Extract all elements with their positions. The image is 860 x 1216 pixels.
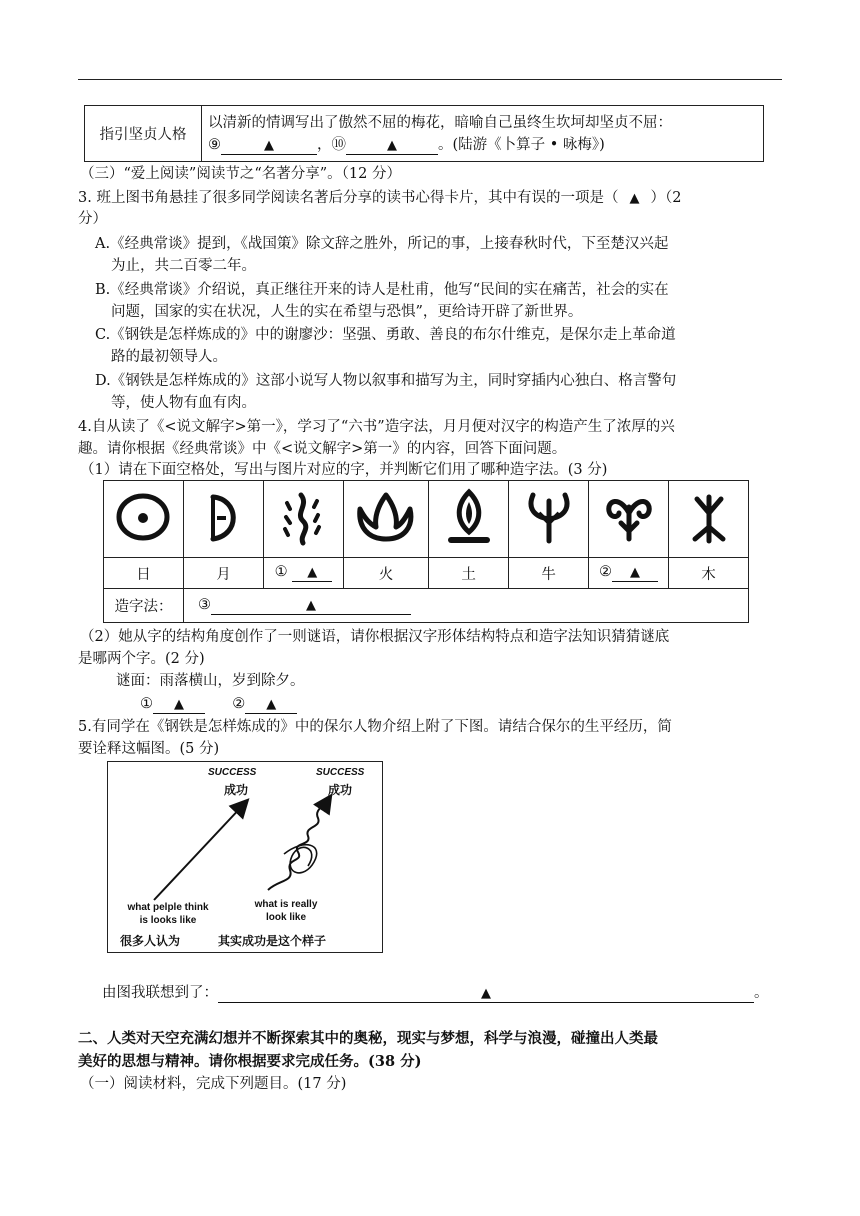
q4-stem-cont: 趣。请你根据《经典常谈》中《<说文解字>第一》的内容，回答下面问题。: [78, 441, 567, 457]
q3-option-c: C.《钢铁是怎样炼成的》中的谢廖沙：坚强、勇敢、善良的布尔什维克，是保尔走上革命道: [95, 327, 676, 343]
glyph-tu-icon: [439, 486, 499, 548]
q3-option-a-cont: 为止，共二百零二年。: [111, 258, 256, 274]
section-3-title: （三）“爱上阅读”阅读节之“名著分享”。（12 分）: [80, 166, 401, 182]
char-huo: 火: [343, 558, 428, 589]
success-label-left: SUCCESS: [208, 767, 257, 778]
char-tu: 土: [429, 558, 509, 589]
glyph-shui: [263, 481, 343, 558]
part2-title-cont: 美好的思想与精神。请你根据要求完成任务。(38 分): [78, 1053, 422, 1070]
riddle-answer-1[interactable]: ▲: [153, 696, 205, 714]
blank-10[interactable]: ▲: [346, 137, 438, 155]
caption-left-cn: 很多人认为: [120, 934, 181, 948]
char-blank-2[interactable]: ② ▲: [589, 558, 669, 589]
q4-stem: 4.自从读了《<说文解字>第一》，学习了“六书”造字法，月月便对汉字的构造产生了浓厚的兴: [78, 419, 675, 435]
glyph-yang: [589, 481, 669, 558]
header-rule: [78, 79, 782, 80]
glyph-yue: [183, 481, 263, 558]
glyph-shui-icon: [273, 487, 333, 547]
glyph-ri-icon: [113, 487, 173, 547]
glyph-huo: [343, 481, 428, 558]
blank-9-number: ⑨: [208, 136, 221, 153]
blank-10-number: ⑩: [331, 136, 346, 153]
q4-sub2: （2）她从字的结构角度创作了一则谜语，请你根据汉字形体结构特点和造字法知识猜猜谜底: [80, 629, 670, 645]
glyph-huo-icon: [354, 487, 418, 547]
glyph-ri: [104, 481, 184, 558]
q3-answer-blank[interactable]: ▲: [629, 191, 640, 206]
glyph-tu: [429, 481, 509, 558]
q3-option-d-cont: 等，使人物有血有肉。: [111, 395, 256, 411]
q3-option-d: D.《钢铁是怎样炼成的》这部小说写人物以叙事和描写为主，同时穿插内心独白、格言警句: [95, 373, 677, 389]
q4-sub1: （1）请在下面空格处，写出与图片对应的字，并判断它们用了哪种造字法。(3 分): [80, 462, 608, 478]
table-label: 指引坚贞人格: [85, 106, 202, 162]
glyph-yang-icon: [599, 487, 659, 547]
oracle-char-table: [103, 480, 749, 623]
char-blank-1[interactable]: ① ▲: [263, 558, 343, 589]
char-niu: 牛: [509, 558, 589, 589]
q4-sub2-cont: 是哪两个字。(2 分): [78, 651, 205, 667]
glyph-yue-icon: [193, 487, 253, 547]
char-mu: 木: [669, 558, 749, 589]
method-answer[interactable]: ③ ▲: [183, 589, 748, 623]
caption-left-en: what pelple think is looks like: [127, 902, 209, 926]
glyph-niu: [509, 481, 589, 558]
caption-right-cn: 其实成功是这个样子: [218, 934, 327, 948]
glyph-mu: [669, 481, 749, 558]
q5-stem-cont: 要诠释这幅图。(5 分): [78, 741, 220, 757]
riddle-answer-2[interactable]: ▲: [245, 696, 297, 714]
q3-stem: 3. 班上图书角悬挂了很多同学阅读名著后分享的读书心得卡片，其中有误的一项是（ ▲ ）（2: [78, 190, 682, 206]
success-cn-left: 成功: [224, 783, 249, 797]
table-line2: [208, 134, 757, 156]
poem-source: 。(陆游《卜算子 • 咏梅》): [438, 136, 605, 153]
q5-stem: 5.有同学在《钢铁是怎样炼成的》中的保尔人物介绍上附了下图。请结合保尔的生平经历，简: [78, 719, 672, 735]
table-content: [202, 106, 764, 162]
success-figure: [107, 761, 383, 953]
q3-option-b-cont: 问题，国家的实在状况，人生的实在希望与恐惧”，更给诗开辟了新世界。: [111, 304, 583, 320]
q3-option-c-cont: 路的最初领导人。: [111, 349, 227, 365]
blank-9[interactable]: ▲: [221, 137, 317, 155]
q5-answer-line: 由图我联想到了： ▲ 。: [102, 985, 769, 1001]
caption-right-en: what is really look like: [254, 899, 318, 923]
glyph-mu-icon: [679, 487, 739, 547]
part2-sub1: （一）阅读材料，完成下列题目。(17 分): [80, 1076, 347, 1092]
part2-title: 二、人类对天空充满幻想并不断探索其中的奥秘，现实与梦想，科学与浪漫，碰撞出人类最: [78, 1030, 658, 1047]
riddle-answers: ① ▲ ② ▲: [140, 694, 297, 714]
glyph-niu-icon: [519, 487, 579, 547]
poem-table: [84, 105, 764, 162]
success-label-right: SUCCESS: [316, 767, 365, 778]
method-label: 造字法：: [104, 589, 184, 623]
comma: ，: [317, 136, 332, 153]
q3-option-b: B.《经典常谈》介绍说，真正继往开来的诗人是杜甫，他写“民间的实在痛苦，社会的实在: [95, 282, 669, 298]
table-line1: 以清新的情调写出了傲然不屈的梅花，暗喻自己虽终生坎坷却坚贞不屈：: [208, 114, 672, 131]
q3-stem-cont: 分）: [78, 211, 107, 227]
char-ri: 日: [104, 558, 184, 589]
success-cn-right: 成功: [328, 783, 353, 797]
q3-option-a: A.《经典常谈》提到，《战国策》除文辞之胜外，所记的事，上接春秋时代，下至楚汉兴起: [95, 236, 669, 252]
char-yue: 月: [183, 558, 263, 589]
riddle: 谜面：雨落横山，岁到除夕。: [116, 673, 305, 689]
q5-answer-blank[interactable]: ▲: [218, 985, 754, 1003]
